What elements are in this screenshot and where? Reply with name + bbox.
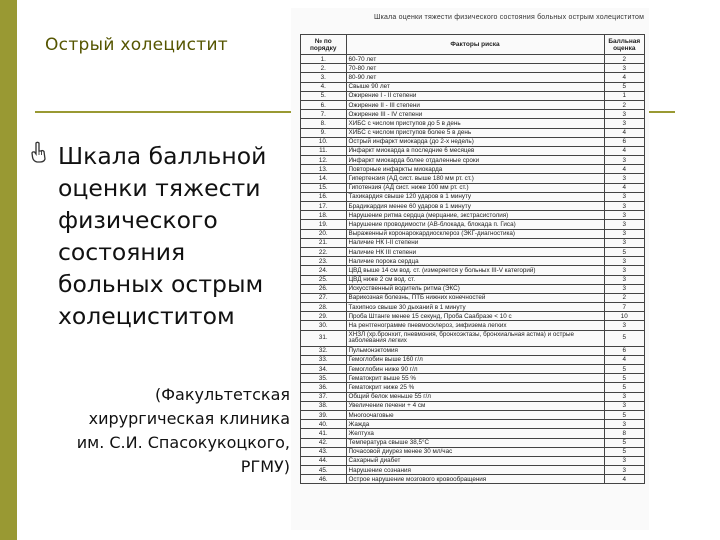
row-score: 10 (604, 312, 644, 321)
row-score: 3 (604, 401, 644, 410)
table-row (301, 293, 645, 302)
row-factor: Пульмонэктомия (346, 346, 604, 355)
row-number: 19. (301, 220, 347, 229)
row-score: 3 (604, 266, 644, 275)
row-score: 4 (604, 73, 644, 82)
row-factor: Увеличение печени + 4 см (346, 401, 604, 410)
table-row (301, 91, 645, 100)
row-score: 5 (604, 247, 644, 256)
row-number: 31. (301, 330, 347, 346)
table-row (301, 202, 645, 211)
row-number: 2. (301, 64, 347, 73)
table-row (301, 374, 645, 383)
table-row (301, 238, 645, 247)
source-line: хирургическая клиника (88, 409, 290, 428)
table-row (301, 365, 645, 374)
table-row (301, 275, 645, 284)
table-header-row (301, 35, 645, 55)
row-number: 42. (301, 438, 347, 447)
row-number: 30. (301, 321, 347, 330)
row-score: 3 (604, 321, 644, 330)
slide-main-text: Шкала балльной оценки тяжести физического состояния больных острым холециститом (58, 142, 267, 330)
row-number: 24. (301, 266, 347, 275)
row-factor: Тахикардия свыше 120 ударов в 1 минуту (346, 192, 604, 201)
row-number: 29. (301, 312, 347, 321)
table-row (301, 257, 645, 266)
row-number: 46. (301, 475, 347, 484)
row-factor: Общий белок меньше 55 г/л (346, 392, 604, 401)
row-factor: Сахарный диабет (346, 456, 604, 465)
row-factor: Ожирение III - IV степени (346, 110, 604, 119)
row-number: 33. (301, 355, 347, 364)
table-row (301, 128, 645, 137)
row-score: 3 (604, 110, 644, 119)
row-score: 3 (604, 156, 644, 165)
row-score: 3 (604, 257, 644, 266)
table-row (301, 438, 645, 447)
row-number: 27. (301, 293, 347, 302)
hand-pointer-icon (30, 141, 48, 163)
row-number: 44. (301, 456, 347, 465)
table-row (301, 355, 645, 364)
row-number: 21. (301, 238, 347, 247)
row-factor: Гематокрит выше 55 % (346, 374, 604, 383)
row-factor: Искусственный водитель ритма (ЭКС) (346, 284, 604, 293)
row-number: 16. (301, 192, 347, 201)
row-factor: Брадикардия менее 60 ударов в 1 минуту (346, 202, 604, 211)
row-number: 38. (301, 401, 347, 410)
row-factor: Острый инфаркт миокарда (до 2-х недель) (346, 137, 604, 146)
row-number: 15. (301, 183, 347, 192)
row-factor: Наличие порока сердца (346, 257, 604, 266)
row-score: 3 (604, 275, 644, 284)
source-line: РГМУ) (240, 457, 290, 476)
table-row (301, 303, 645, 312)
row-score: 3 (604, 202, 644, 211)
row-score: 3 (604, 466, 644, 475)
row-factor: ХИБС с числом приступов до 5 в день (346, 119, 604, 128)
table-row (301, 211, 645, 220)
row-factor: Нарушение сознания (346, 466, 604, 475)
row-score: 5 (604, 447, 644, 456)
row-score: 3 (604, 220, 644, 229)
row-score: 3 (604, 392, 644, 401)
row-factor: ХИБС с числом приступов более 5 в день (346, 128, 604, 137)
row-factor: 70-80 лет (346, 64, 604, 73)
row-factor: Наличие НК I-II степени (346, 238, 604, 247)
row-factor: Многоочаговые (346, 410, 604, 419)
risk-score-table (300, 34, 645, 484)
row-number: 43. (301, 447, 347, 456)
row-number: 40. (301, 420, 347, 429)
row-number: 36. (301, 383, 347, 392)
row-number: 10. (301, 137, 347, 146)
row-score: 6 (604, 137, 644, 146)
table-row (301, 420, 645, 429)
header-factor: Факторы риска (346, 35, 604, 55)
row-score: 3 (604, 238, 644, 247)
row-score: 3 (604, 229, 644, 238)
row-number: 41. (301, 429, 347, 438)
row-factor: Гемоглобин ниже 90 г/л (346, 365, 604, 374)
table-row (301, 55, 645, 64)
row-score: 3 (604, 420, 644, 429)
title-divider-right (645, 111, 675, 113)
table-row (301, 383, 645, 392)
row-score: 2 (604, 55, 644, 64)
table-row (301, 392, 645, 401)
table-row (301, 137, 645, 146)
row-factor: ЦВД выше 14 см вод. ст. (измеряется у больных III-V категорий) (346, 266, 604, 275)
row-score: 3 (604, 174, 644, 183)
row-score: 3 (604, 64, 644, 73)
row-number: 22. (301, 247, 347, 256)
row-factor: Нарушение ритма сердца (мерцание, экстрасистолия) (346, 211, 604, 220)
row-factor: Гематокрит ниже 25 % (346, 383, 604, 392)
row-score: 5 (604, 438, 644, 447)
row-factor: Тахипноэ свыше 30 дыханий в 1 минуту (346, 303, 604, 312)
row-score: 2 (604, 100, 644, 109)
row-factor: Ожирение II - III степени (346, 100, 604, 109)
row-score: 4 (604, 475, 644, 484)
row-factor: 60-70 лет (346, 55, 604, 64)
table-row (301, 82, 645, 91)
table-row (301, 247, 645, 256)
row-factor: Желтуха (346, 429, 604, 438)
table-row (301, 401, 645, 410)
row-factor: Инфаркт миокарда в последние 6 месяцев (346, 146, 604, 155)
table-row (301, 330, 645, 346)
table-row (301, 192, 645, 201)
row-score: 4 (604, 183, 644, 192)
row-factor: ЦВД ниже 2 см вод. ст. (346, 275, 604, 284)
left-accent-bar (0, 0, 17, 540)
table-row (301, 165, 645, 174)
table-row (301, 119, 645, 128)
table-row (301, 475, 645, 484)
table-row (301, 456, 645, 465)
row-factor: Гипертензия (АД сист. выше 180 мм рт. ст.) (346, 174, 604, 183)
table-row (301, 174, 645, 183)
table-row (301, 220, 645, 229)
header-score: Балльная оценка (604, 35, 644, 55)
row-score: 4 (604, 146, 644, 155)
row-score: 5 (604, 410, 644, 419)
row-number: 18. (301, 211, 347, 220)
table-row (301, 410, 645, 419)
table-row (301, 466, 645, 475)
table-row (301, 312, 645, 321)
row-number: 3. (301, 73, 347, 82)
row-number: 7. (301, 110, 347, 119)
table-row (301, 229, 645, 238)
row-score: 1 (604, 91, 644, 100)
scan-title: Шкала оценки тяжести физического состояния больных острым холециститом (374, 14, 645, 21)
table-row (301, 110, 645, 119)
table-row (301, 146, 645, 155)
row-factor: Проба Штанге менее 15 секунд, Проба Саабразе < 10 с (346, 312, 604, 321)
row-score: 3 (604, 192, 644, 201)
table-row (301, 183, 645, 192)
row-factor: Варикозная болезнь, ПТБ нижних конечностей (346, 293, 604, 302)
row-number: 23. (301, 257, 347, 266)
row-number: 11. (301, 146, 347, 155)
table-row (301, 321, 645, 330)
row-number: 13. (301, 165, 347, 174)
row-factor: Ожирение I - II степени (346, 91, 604, 100)
row-number: 32. (301, 346, 347, 355)
row-score: 3 (604, 284, 644, 293)
row-factor: Почасовой диурез менее 30 мл/час (346, 447, 604, 456)
row-factor: Острое нарушение мозгового кровообращения (346, 475, 604, 484)
row-score: 4 (604, 165, 644, 174)
row-score: 2 (604, 293, 644, 302)
row-number: 25. (301, 275, 347, 284)
row-number: 5. (301, 91, 347, 100)
row-factor: Инфаркт миокарда более отдаленные сроки (346, 156, 604, 165)
row-factor: Гемоглобин выше 160 г/л (346, 355, 604, 364)
row-score: 5 (604, 82, 644, 91)
row-factor: Жажда (346, 420, 604, 429)
row-number: 14. (301, 174, 347, 183)
row-factor: Нарушение проводимости (АВ-блокада, блокада п. Гиса) (346, 220, 604, 229)
row-score: 7 (604, 303, 644, 312)
row-score: 5 (604, 374, 644, 383)
title-divider (35, 111, 300, 113)
table-row (301, 429, 645, 438)
row-score: 5 (604, 330, 644, 346)
row-number: 39. (301, 410, 347, 419)
row-score: 3 (604, 456, 644, 465)
row-factor: Гипотензия (АД сист. ниже 100 мм рт. ст.) (346, 183, 604, 192)
row-score: 5 (604, 383, 644, 392)
row-number: 17. (301, 202, 347, 211)
row-score: 4 (604, 128, 644, 137)
row-score: 4 (604, 355, 644, 364)
row-score: 8 (604, 429, 644, 438)
row-score: 3 (604, 119, 644, 128)
header-num: № по порядку (301, 35, 347, 55)
table-row (301, 346, 645, 355)
row-number: 6. (301, 100, 347, 109)
row-number: 28. (301, 303, 347, 312)
row-factor: Повторные инфаркты миокарда (346, 165, 604, 174)
row-number: 37. (301, 392, 347, 401)
row-number: 1. (301, 55, 347, 64)
row-score: 6 (604, 346, 644, 355)
row-score: 3 (604, 211, 644, 220)
table-row (301, 64, 645, 73)
row-number: 12. (301, 156, 347, 165)
row-number: 8. (301, 119, 347, 128)
table-row (301, 73, 645, 82)
row-factor: Выраженный коронарокардиосклероз (ЭКГ-диагностика) (346, 229, 604, 238)
source-line: (Факультетская (155, 385, 290, 404)
table-row (301, 100, 645, 109)
table-row (301, 266, 645, 275)
row-score: 5 (604, 365, 644, 374)
row-number: 35. (301, 374, 347, 383)
row-factor: Температура свыше 38,5°С (346, 438, 604, 447)
table-row (301, 447, 645, 456)
row-number: 9. (301, 128, 347, 137)
row-number: 34. (301, 365, 347, 374)
table-row (301, 284, 645, 293)
row-factor: ХНЗЛ (хр.бронхит, пневмония, бронхоэктазы, бронхиальная астма) и острые заболевания легких (346, 330, 604, 346)
table-row (301, 156, 645, 165)
source-line: им. С.И. Спасокукоцкого, (76, 433, 290, 452)
row-factor: 80-90 лет (346, 73, 604, 82)
row-factor: На рентгенограмме пневмосклероз, эмфизема легких (346, 321, 604, 330)
row-factor: Наличие НК III степени (346, 247, 604, 256)
row-number: 4. (301, 82, 347, 91)
slide-title: Острый холецистит (45, 35, 229, 55)
row-number: 26. (301, 284, 347, 293)
table-body (301, 55, 645, 484)
source-attribution (35, 383, 290, 479)
row-number: 45. (301, 466, 347, 475)
row-number: 20. (301, 229, 347, 238)
row-factor: Свыше 90 лет (346, 82, 604, 91)
